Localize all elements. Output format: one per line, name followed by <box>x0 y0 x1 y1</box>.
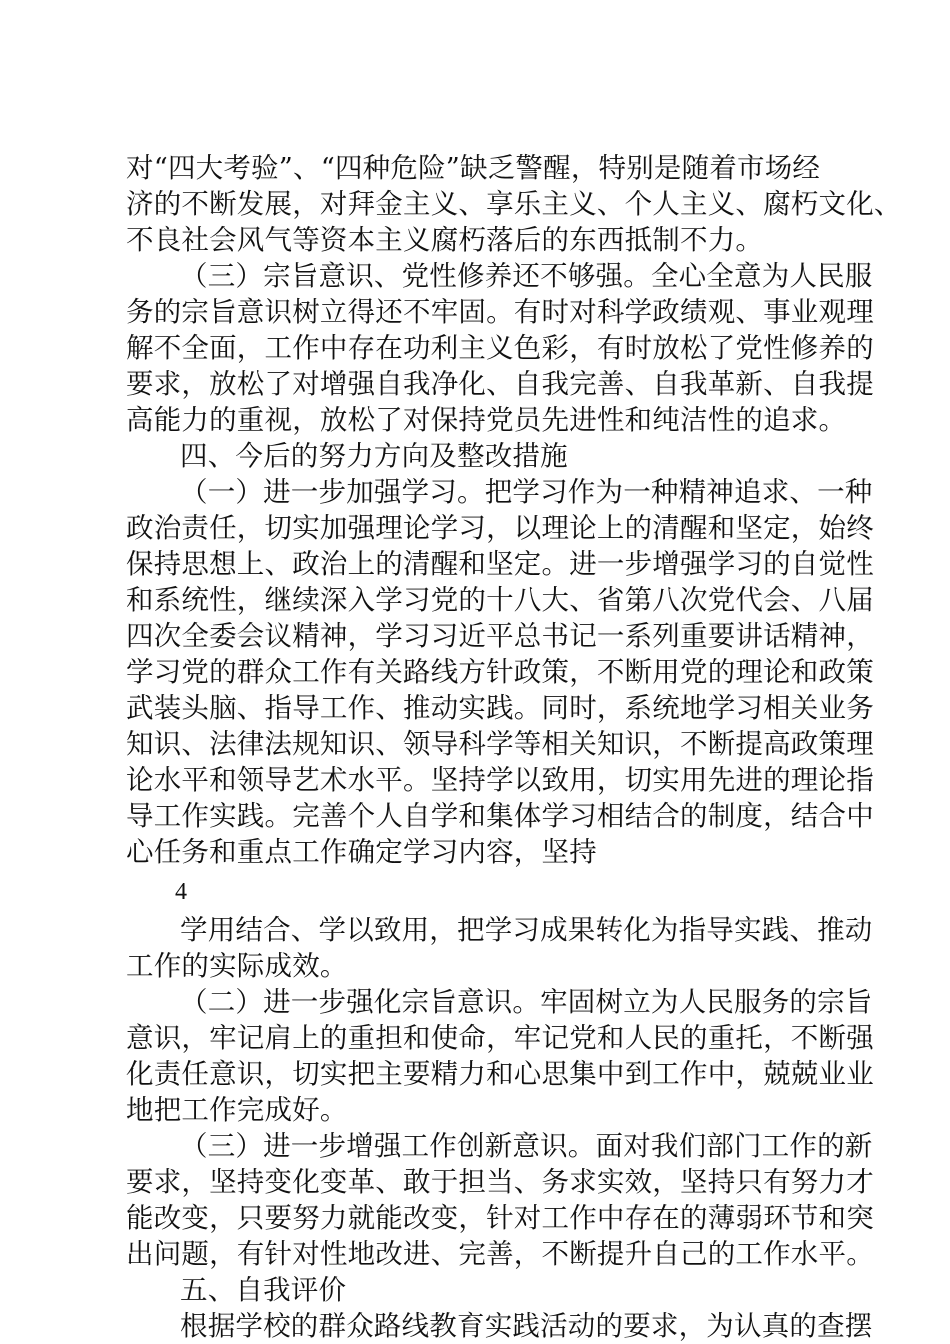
paragraph-first-line: （三）进一步增强工作创新意识。面对我们部门工作的新 <box>180 1130 873 1162</box>
text-line: 化责任意识，切实把主要精力和心思集中到工作中，兢兢业业 <box>126 1058 874 1090</box>
text-line: 要求，放松了对增强自我净化、自我完善、自我革新、自我提 <box>126 368 874 400</box>
paragraph-first-line: 根据学校的群众路线教育实践活动的要求，为认真的查摆 <box>180 1310 873 1342</box>
text-line: 政治责任，切实加强理论学习，以理论上的清醒和坚定，始终 <box>126 512 874 544</box>
text-line: 学习党的群众工作有关路线方针政策，不断用党的理论和政策 <box>126 656 874 688</box>
text-line: 工作的实际成效。 <box>126 950 348 982</box>
text-line: 对“四大考验”、“四种危险”缺乏警醒，特别是随着市场经 <box>126 152 821 184</box>
section-heading: 五、自我评价 <box>180 1274 347 1306</box>
paragraph-first-line: （三）宗旨意识、党性修养还不够强。全心全意为人民服 <box>180 260 873 292</box>
text-line: 高能力的重视，放松了对保持党员先进性和纯洁性的追求。 <box>126 404 847 436</box>
paragraph-first-line: （一）进一步加强学习。把学习作为一种精神追求、一种 <box>180 476 873 508</box>
paragraph-first-line: （二）进一步强化宗旨意识。牢固树立为人民服务的宗旨 <box>180 986 873 1018</box>
text-line: 和系统性，继续深入学习党的十八大、省第八次党代会、八届 <box>126 584 874 616</box>
text-line: 武装头脑、指导工作、推动实践。同时，系统地学习相关业务 <box>126 692 874 724</box>
text-line: 知识、法律法规知识、领导科学等相关知识，不断提高政策理 <box>126 728 874 760</box>
paragraph-first-line: 学用结合、学以致用，把学习成果转化为指导实践、推动 <box>180 914 873 946</box>
text-line: 论水平和领导艺术水平。坚持学以致用，切实用先进的理论指 <box>126 764 874 796</box>
page-number: 4 <box>175 879 188 905</box>
text-line: 地把工作完成好。 <box>126 1094 348 1126</box>
text-line: 导工作实践。完善个人自学和集体学习相结合的制度，结合中 <box>126 800 874 832</box>
text-line: 济的不断发展，对拜金主义、享乐主义、个人主义、腐朽文化、 <box>126 188 902 220</box>
text-line: 四次全委会议精神，学习习近平总书记一系列重要讲话精神， <box>126 620 874 652</box>
text-line: 出问题，有针对性地改进、完善，不断提升自己的工作水平。 <box>126 1238 874 1270</box>
text-line: 意识，牢记肩上的重担和使命，牢记党和人民的重托，不断强 <box>126 1022 874 1054</box>
text-line: 解不全面，工作中存在功利主义色彩，有时放松了党性修养的 <box>126 332 874 364</box>
text-line: 要求，坚持变化变革、敢于担当、务求实效，坚持只有努力才 <box>126 1166 874 1198</box>
text-line: 务的宗旨意识树立得还不牢固。有时对科学政绩观、事业观理 <box>126 296 874 328</box>
text-line: 不良社会风气等资本主义腐朽落后的东西抵制不力。 <box>126 224 764 256</box>
text-line: 能改变，只要努力就能改变，针对工作中存在的薄弱环节和突 <box>126 1202 874 1234</box>
text-line: 心任务和重点工作确定学习内容，坚持 <box>126 836 597 868</box>
text-line: 保持思想上、政治上的清醒和坚定。进一步增强学习的自觉性 <box>126 548 874 580</box>
section-heading: 四、今后的努力方向及整改措施 <box>180 440 568 472</box>
